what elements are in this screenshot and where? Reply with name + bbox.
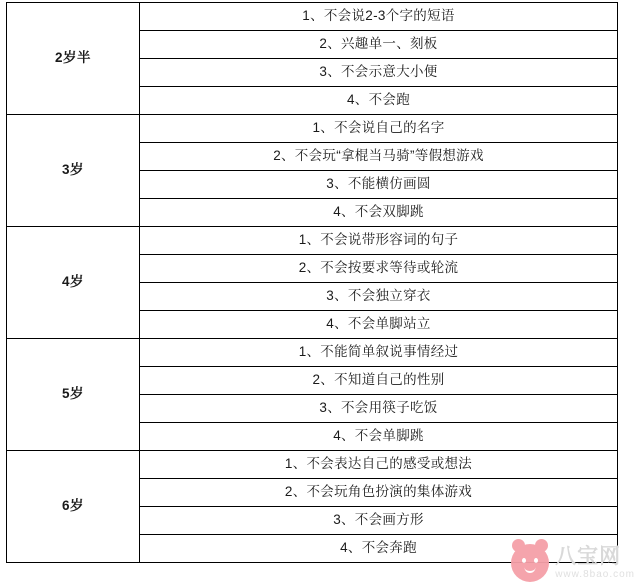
table-row [7,115,618,143]
milestone-item: 1、不能简单叙说事情经过 [140,339,618,367]
milestone-item: 2、兴趣单一、刻板 [140,31,618,59]
milestone-item: 4、不会奔跑 [140,535,618,563]
milestone-item: 4、不会单脚站立 [140,311,618,339]
milestone-item: 1、不会说带形容词的句子 [140,227,618,255]
milestone-item: 2、不知道自己的性别 [140,367,618,395]
milestone-item: 2、不会玩“拿棍当马骑”等假想游戏 [140,143,618,171]
milestone-item: 3、不会独立穿衣 [140,283,618,311]
milestone-item: 1、不会说2-3个字的短语 [140,3,618,31]
table-row [7,451,618,479]
table-row [7,227,618,255]
milestone-item: 1、不会说自己的名字 [140,115,618,143]
milestone-item: 2、不会按要求等待或轮流 [140,255,618,283]
baby-face-mouth [525,566,536,573]
table-body [7,3,618,563]
watermark-title: 八宝网 [555,545,622,568]
age-label-cell: 4岁 [7,227,140,339]
developmental-milestones-table [6,2,618,563]
table-row [7,3,618,31]
watermark-url: www.8bao.com [555,569,635,580]
age-label-cell: 2岁半 [7,3,140,115]
milestone-item: 3、不会画方形 [140,507,618,535]
milestone-item: 3、不会用筷子吃饭 [140,395,618,423]
table-row [7,339,618,367]
milestone-item: 3、不会示意大小便 [140,59,618,87]
age-label-cell: 6岁 [7,451,140,563]
age-label-cell: 3岁 [7,115,140,227]
milestone-item: 3、不能横仿画圆 [140,171,618,199]
milestone-item: 4、不会跑 [140,87,618,115]
milestone-item: 1、不会表达自己的感受或想法 [140,451,618,479]
milestone-item: 2、不会玩角色扮演的集体游戏 [140,479,618,507]
milestone-item: 4、不会双脚跳 [140,199,618,227]
milestone-item: 4、不会单脚跳 [140,423,618,451]
age-label-cell: 5岁 [7,339,140,451]
